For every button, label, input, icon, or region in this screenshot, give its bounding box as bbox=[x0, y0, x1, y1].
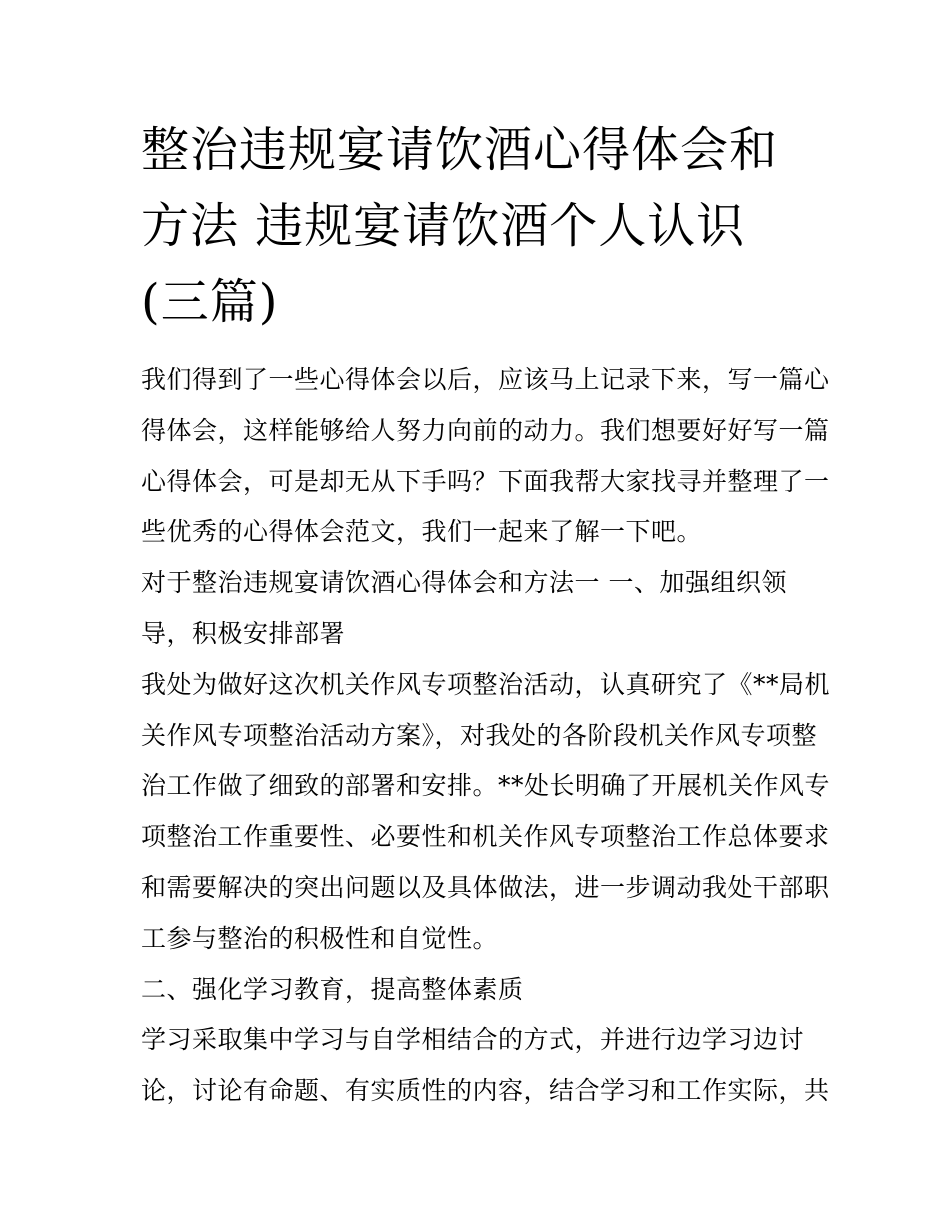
body-line: 我处为做好这次机关作风专项整治活动，认真研究了《**局机 bbox=[141, 669, 831, 699]
section-heading-line: 二、强化学习教育，提高整体素质 bbox=[141, 974, 524, 1004]
section-heading-line: 导，积极安排部署 bbox=[141, 618, 346, 648]
section-heading-line: 对于整治违规宴请饮酒心得体会和方法一 一、加强组织领 bbox=[141, 568, 787, 598]
document-body bbox=[141, 355, 831, 1117]
title-line: 整治违规宴请饮酒心得体会和 bbox=[141, 122, 779, 178]
body-line: 些优秀的心得体会范文，我们一起来了解一下吧。 bbox=[141, 517, 703, 547]
body-line: 关作风专项整治活动方案》，对我处的各阶段机关作风专项整 bbox=[141, 720, 818, 750]
body-line: 论，讨论有命题、有实质性的内容，结合学习和工作实际，共 bbox=[141, 1076, 830, 1106]
body-line: 得体会，这样能够给人努力向前的动力。我们想要好好写一篇 bbox=[141, 415, 830, 445]
title-line: 方法 违规宴请饮酒个人认识 bbox=[141, 198, 746, 254]
body-line: 学习采取集中学习与自学相结合的方式，并进行边学习边讨 bbox=[141, 1025, 805, 1055]
body-line: 项整治工作重要性、必要性和机关作风专项整治工作总体要求 bbox=[141, 822, 830, 852]
body-line: 和需要解决的突出问题以及具体做法，进一步调动我处干部职 bbox=[141, 872, 830, 902]
body-line: 工参与整治的积极性和自觉性。 bbox=[141, 923, 499, 953]
body-line: 我们得到了一些心得体会以后，应该马上记录下来，写一篇心 bbox=[141, 365, 830, 394]
document-title bbox=[141, 112, 821, 340]
body-line: 心得体会，可是却无从下手吗？下面我帮大家找寻并整理了一 bbox=[141, 466, 830, 496]
title-line: (三篇) bbox=[141, 274, 279, 330]
body-line: 治工作做了细致的部署和安排。**处长明确了开展机关作风专 bbox=[141, 771, 831, 801]
